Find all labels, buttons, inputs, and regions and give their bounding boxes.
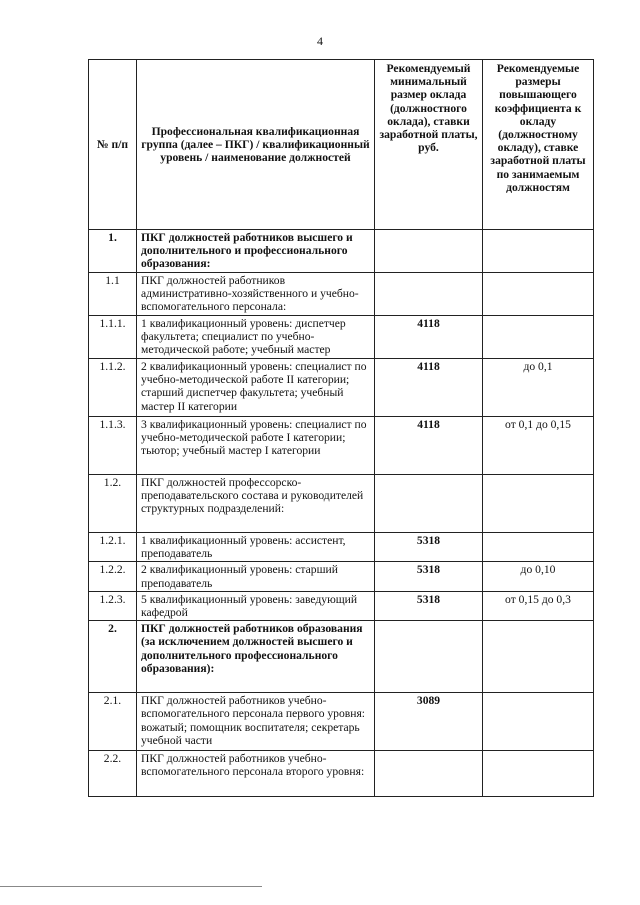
- row-name: ПКГ должностей работников образования (за исключением должностей высшего и дополнительного профессионального образования):: [137, 621, 375, 693]
- table-row: [89, 417, 594, 475]
- row-salary: [375, 230, 483, 273]
- row-coefficient: [483, 230, 594, 273]
- page-number: 4: [317, 34, 323, 48]
- header-group: Профессиональная квалификационная группа (далее – ПКГ) / квалификационный уровень / наименование должностей: [137, 60, 375, 230]
- salary-table: [88, 59, 594, 797]
- row-salary: [375, 621, 483, 693]
- row-salary: 4118: [375, 359, 483, 417]
- row-number: 1.1.1.: [89, 316, 137, 359]
- row-name: 3 квалификационный уровень: специалист по учебно-методической работе I категории; тьютор; учебный мастер I категории: [137, 417, 375, 475]
- table-row: [89, 693, 594, 751]
- table-row: [89, 533, 594, 562]
- row-name: ПКГ должностей профессорско-преподавательского состава и руководителей структурных подразделений:: [137, 475, 375, 533]
- row-salary: 3089: [375, 693, 483, 751]
- row-coefficient: [483, 693, 594, 751]
- row-coefficient: до 0,10: [483, 562, 594, 591]
- table-row: [89, 359, 594, 417]
- row-salary: 4118: [375, 417, 483, 475]
- row-name: 2 квалификационный уровень: старший преподаватель: [137, 562, 375, 591]
- row-coefficient: от 0,1 до 0,15: [483, 417, 594, 475]
- row-coefficient: [483, 751, 594, 797]
- row-salary: [375, 475, 483, 533]
- row-number: 1.1.3.: [89, 417, 137, 475]
- table-row: [89, 591, 594, 620]
- row-coefficient: от 0,15 до 0,3: [483, 591, 594, 620]
- table-row: [89, 230, 594, 273]
- row-coefficient: [483, 533, 594, 562]
- row-number: 1.2.3.: [89, 591, 137, 620]
- row-coefficient: [483, 273, 594, 316]
- row-number: 1.2.: [89, 475, 137, 533]
- row-name: 5 квалификационный уровень: заведующий кафедрой: [137, 591, 375, 620]
- table-row: [89, 316, 594, 359]
- row-name: ПКГ должностей работников учебно-вспомогательного персонала первого уровня: вожатый; помощник воспитателя; секретарь учебной части: [137, 693, 375, 751]
- row-number: 2.1.: [89, 693, 137, 751]
- table-row: [89, 273, 594, 316]
- row-name: 1 квалификационный уровень: ассистент, преподаватель: [137, 533, 375, 562]
- header-coefficient: Рекомендуемые размеры повышающего коэффициента к окладу (должностному окладу), ставке заработной платы по занимаемым должностям: [483, 60, 594, 230]
- row-name: 2 квалификационный уровень: специалист по учебно-методической работе II категории; старший диспетчер факультета; учебный мастер II категории: [137, 359, 375, 417]
- row-salary: 4118: [375, 316, 483, 359]
- table-row: [89, 475, 594, 533]
- table-header-row: [89, 60, 594, 230]
- row-number: 1.1: [89, 273, 137, 316]
- row-name: ПКГ должностей работников высшего и дополнительного и профессионального образования:: [137, 230, 375, 273]
- row-coefficient: до 0,1: [483, 359, 594, 417]
- header-salary: Рекомендуемый минимальный размер оклада (должностного оклада), ставки заработной платы, руб.: [375, 60, 483, 230]
- row-number: 1.1.2.: [89, 359, 137, 417]
- row-coefficient: [483, 316, 594, 359]
- row-number: 2.2.: [89, 751, 137, 797]
- row-number: 1.2.1.: [89, 533, 137, 562]
- row-salary: 5318: [375, 533, 483, 562]
- row-salary: 5318: [375, 591, 483, 620]
- header-number: № п/п: [89, 60, 137, 230]
- table-row: [89, 621, 594, 693]
- table-row: [89, 562, 594, 591]
- row-salary: [375, 751, 483, 797]
- row-name: ПКГ должностей работников учебно-вспомогательного персонала второго уровня:: [137, 751, 375, 797]
- row-coefficient: [483, 475, 594, 533]
- row-number: 1.2.2.: [89, 562, 137, 591]
- row-salary: [375, 273, 483, 316]
- row-name: 1 квалификационный уровень: диспетчер факультета; специалист по учебно-методической работе; учебный мастер: [137, 316, 375, 359]
- row-salary: 5318: [375, 562, 483, 591]
- row-number: 1.: [89, 230, 137, 273]
- table-row: [89, 751, 594, 797]
- row-name: ПКГ должностей работников административно-хозяйственного и учебно-вспомогательного персонала:: [137, 273, 375, 316]
- row-coefficient: [483, 621, 594, 693]
- row-number: 2.: [89, 621, 137, 693]
- footer-divider: [0, 886, 262, 887]
